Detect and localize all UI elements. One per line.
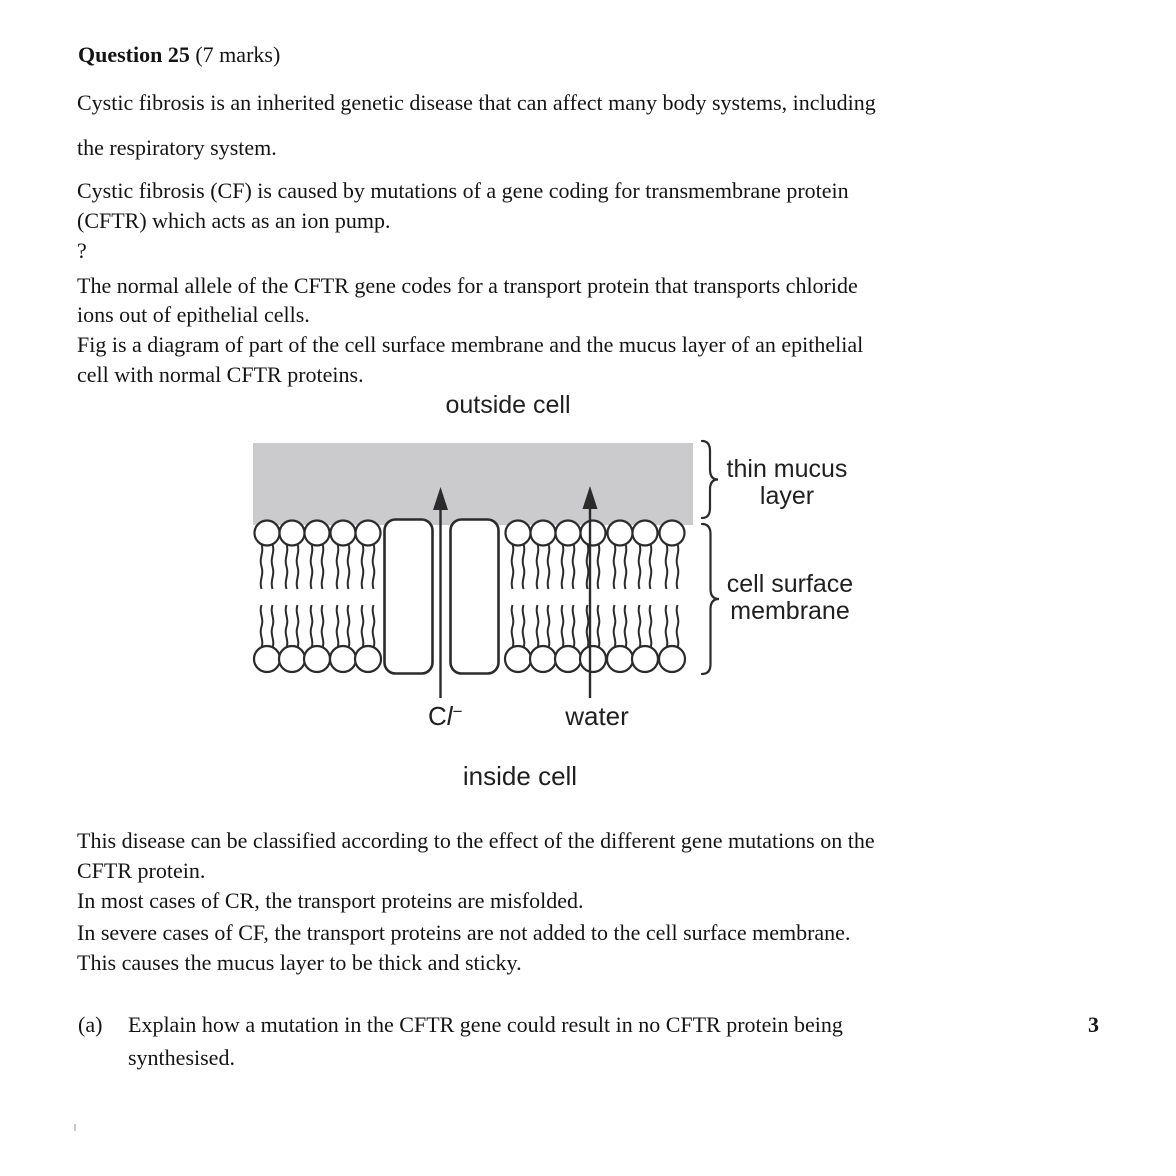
phospholipid-head (506, 521, 531, 546)
paragraph-line: CFTR protein. (77, 858, 206, 883)
phospholipid-tail (311, 605, 313, 648)
question-a-text-line2: synthesised. (128, 1045, 235, 1070)
phospholipid-tail (261, 605, 263, 648)
phospholipid-head (355, 646, 381, 672)
label-cell-surface-membrane-line1: cell surface (726, 570, 854, 598)
mucus-layer-rect (253, 443, 693, 525)
label-inside-cell: inside cell (462, 761, 578, 791)
phospholipid-head (632, 646, 658, 672)
phospholipid-head (356, 521, 381, 546)
phospholipid-head (330, 646, 356, 672)
phospholipid-tail (322, 605, 324, 648)
paragraph-line: the respiratory system. (77, 135, 277, 160)
phospholipid-head (581, 521, 606, 546)
phospholipid-head (608, 521, 633, 546)
phospholipid-tail (598, 605, 600, 648)
phospholipid-tail (548, 544, 550, 589)
label-outside-cell: outside cell (445, 391, 571, 419)
phospholipid-tail (286, 544, 288, 589)
phospholipid-tail (562, 605, 564, 648)
paragraph-line: The normal allele of the CFTR gene codes for a transport protein that transports chloride (77, 273, 858, 298)
phospholipid-tail (337, 605, 339, 648)
phospholipid-tail (297, 544, 299, 589)
paragraph-line: (CFTR) which acts as an ion pump. (77, 208, 391, 233)
phospholipid-head (331, 521, 356, 546)
paragraph-line: Fig is a diagram of part of the cell surface membrane and the mucus layer of an epithelial (77, 332, 864, 357)
phospholipid-tail (548, 605, 550, 648)
phospholipid-tail (512, 544, 514, 589)
phospholipid-tail (573, 544, 575, 589)
phospholipid-tail (512, 605, 514, 648)
phospholipid-tail (573, 605, 575, 648)
label-chloride-ion: Cl− (428, 701, 463, 731)
phospholipid-head (531, 521, 556, 546)
phospholipid-head (556, 521, 581, 546)
label-thin-mucus-line2: layer (759, 482, 815, 510)
phospholipid-tail (348, 605, 350, 648)
phospholipid-tail (322, 544, 324, 589)
phospholipid-tail (272, 605, 274, 648)
question-a-text-line1: Explain how a mutation in the CFTR gene could result in no CFTR protein being (128, 1012, 843, 1037)
phospholipid-tail (650, 605, 652, 648)
thin-mucus-brace (702, 441, 718, 518)
phospholipid-head (304, 646, 330, 672)
phospholipid-tail (373, 605, 375, 648)
phospholipid-tail (537, 544, 539, 589)
phospholipid-head (505, 646, 531, 672)
phospholipid-head (280, 521, 305, 546)
phospholipid-tail (625, 544, 627, 589)
phospholipid-tail (362, 544, 364, 589)
phospholipid-tail (523, 544, 525, 589)
phospholipid-tail (337, 544, 339, 589)
phospholipid-tail (677, 605, 679, 648)
paragraph-line: This causes the mucus layer to be thick and sticky. (77, 950, 522, 975)
phospholipid-tail (625, 605, 627, 648)
phospholipid-tail (639, 605, 641, 648)
phospholipid-tail (650, 544, 652, 589)
phospholipid-head (530, 646, 556, 672)
phospholipid-head (633, 521, 658, 546)
phospholipid-tail (297, 605, 299, 648)
paragraph-line: This disease can be classified according to the effect of the different gene mutations on the (77, 828, 875, 853)
phospholipid-head (660, 521, 685, 546)
cftr-protein-right-subunit (451, 520, 499, 674)
phospholipid-head (555, 646, 581, 672)
phospholipid-tail (261, 544, 263, 589)
phospholipid-tail (272, 544, 274, 589)
paragraph-line: In most cases of CR, the transport proteins are misfolded. (77, 888, 584, 913)
phospholipid-tail (677, 544, 679, 589)
phospholipid-tail (598, 544, 600, 589)
phospholipid-tail (614, 544, 616, 589)
phospholipid-tail (562, 544, 564, 589)
phospholipid-tail (311, 544, 313, 589)
paragraph-line: cell with normal CFTR proteins. (77, 362, 364, 387)
phospholipid-head (255, 521, 280, 546)
paragraph-line: Cystic fibrosis is an inherited genetic disease that can affect many body systems, including (77, 90, 876, 115)
phospholipid-tail (286, 605, 288, 648)
membrane-brace (702, 524, 719, 674)
phospholipid-head (254, 646, 280, 672)
paragraph-line: ? (77, 238, 87, 263)
phospholipid-head (659, 646, 685, 672)
phospholipid-tail (614, 605, 616, 648)
phospholipid-tail (362, 605, 364, 648)
question-marks-count: (7 marks) (189, 42, 281, 67)
label-thin-mucus-line1: thin mucus (726, 455, 848, 483)
phospholipid-tail (666, 544, 668, 589)
question-number: Question 25 (78, 42, 190, 67)
label-cell-surface-membrane-line2: membrane (730, 597, 850, 625)
paragraph-line: Cystic fibrosis (CF) is caused by mutations of a gene coding for transmembrane protein (77, 178, 849, 203)
phospholipid-tail (666, 605, 668, 648)
phospholipid-tail (537, 605, 539, 648)
phospholipid-tail (523, 605, 525, 648)
phospholipid-tail (587, 544, 589, 589)
phospholipid-head (279, 646, 305, 672)
scan-artifact (74, 1124, 76, 1131)
question-a-label: (a) (78, 1012, 103, 1037)
cftr-protein-left-subunit (385, 520, 433, 674)
phospholipid-head (580, 646, 606, 672)
phospholipid-tail (587, 605, 589, 648)
phospholipid-head (305, 521, 330, 546)
phospholipid-tail (373, 544, 375, 589)
label-water: water (565, 701, 629, 731)
paragraph-line: ions out of epithelial cells. (77, 302, 310, 327)
phospholipid-tail (639, 544, 641, 589)
phospholipid-tail (348, 544, 350, 589)
paragraph-line: In severe cases of CF, the transport proteins are not added to the cell surface membrane. (77, 920, 851, 945)
phospholipid-head (607, 646, 633, 672)
question-a-marks: 3 (1088, 1012, 1099, 1037)
